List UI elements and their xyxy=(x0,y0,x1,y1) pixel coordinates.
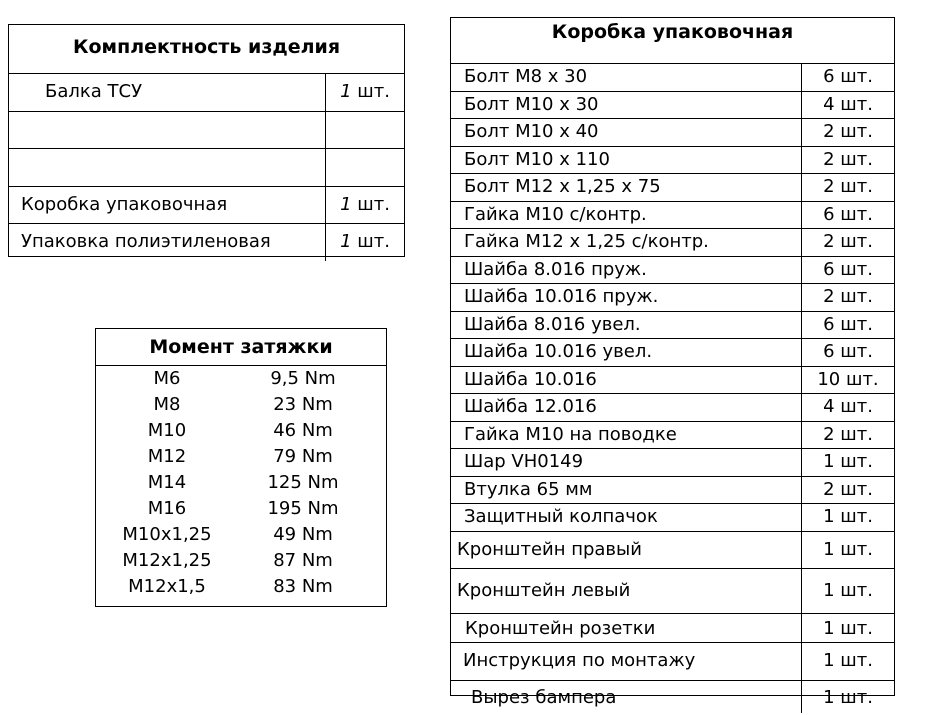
table-row xyxy=(451,532,894,570)
table-row xyxy=(96,496,386,522)
item-qty: 1 шт. xyxy=(340,81,390,102)
table-row xyxy=(451,257,894,285)
item-name: Защитный колпачок xyxy=(451,504,802,531)
item-name: Шайба 8.016 пруж. xyxy=(451,257,802,284)
item-name: Болт М10 х 30 xyxy=(451,92,802,119)
torque-value: 49 Nm xyxy=(273,524,333,545)
item-qty: 2 шт. xyxy=(823,286,873,307)
torque-value: 9,5 Nm xyxy=(270,368,336,389)
table-row xyxy=(451,284,894,312)
table-row xyxy=(96,418,386,444)
item-qty: 6 шт. xyxy=(823,203,873,225)
table-row xyxy=(451,339,894,367)
item-name: Гайка М10 с/контр. xyxy=(451,202,802,229)
table-row xyxy=(9,149,404,187)
bolt-size: M12 xyxy=(147,446,187,467)
item-qty: 1 шт. xyxy=(823,538,873,560)
table-row xyxy=(451,449,894,477)
item-qty: 10 шт. xyxy=(817,368,879,390)
item-name: Кронштейн розетки xyxy=(451,614,802,642)
bolt-size: M12x1,5 xyxy=(128,576,206,597)
torque-value: 83 Nm xyxy=(273,576,333,597)
table-row xyxy=(96,366,386,392)
item-name: Упаковка полиэтиленовая xyxy=(9,224,326,261)
item-qty: 1 шт. xyxy=(823,506,873,527)
completeness-title: Комплектность изделия xyxy=(9,25,404,74)
item-qty: 2 шт. xyxy=(823,148,873,170)
item-qty: 1 шт. xyxy=(340,231,390,252)
packing-box-table xyxy=(450,17,895,708)
table-row xyxy=(451,367,894,395)
item-qty: 6 шт. xyxy=(823,341,873,362)
item-name: Шайба 8.016 увел. xyxy=(451,312,802,339)
table-row xyxy=(96,574,386,600)
table-row xyxy=(96,470,386,496)
table-row xyxy=(96,522,386,548)
table-row xyxy=(451,119,894,147)
packing-box-title: Коробка упаковочная xyxy=(451,18,894,64)
bolt-size: M6 xyxy=(153,368,181,389)
item-qty: 6 шт. xyxy=(823,258,873,280)
bolt-size: M12x1,25 xyxy=(122,550,212,571)
torque-value: 195 Nm xyxy=(267,498,339,519)
item-name: Болт М10 х 40 xyxy=(451,119,802,146)
bolt-size: M10x1,25 xyxy=(122,524,212,545)
table-row xyxy=(9,74,404,112)
item-name: Втулка 65 мм xyxy=(451,477,802,504)
item-qty: 2 шт. xyxy=(823,423,873,445)
item-name: Шайба 10.016 увел. xyxy=(451,339,802,366)
table-row xyxy=(96,548,386,574)
item-qty: 2 шт. xyxy=(823,176,873,197)
table-row xyxy=(451,229,894,257)
item-qty: 1 шт. xyxy=(340,193,390,215)
torque-value: 79 Nm xyxy=(273,446,333,467)
table-row xyxy=(451,477,894,505)
table-row xyxy=(451,92,894,120)
item-qty: 1 шт. xyxy=(823,686,873,708)
torque-value: 125 Nm xyxy=(267,472,339,493)
table-row xyxy=(451,64,894,92)
item-qty xyxy=(326,112,404,149)
torque-table xyxy=(95,328,387,607)
item-qty: 2 шт. xyxy=(823,121,873,142)
item-name: Гайка М10 на поводке xyxy=(451,422,802,449)
item-name: Шайба 10.016 пруж. xyxy=(451,284,802,311)
item-qty: 1 шт. xyxy=(823,451,873,472)
torque-value: 23 Nm xyxy=(273,394,333,415)
table-row xyxy=(451,569,894,614)
table-row xyxy=(451,202,894,230)
item-name: Болт М12 х 1,25 х 75 xyxy=(451,174,802,201)
table-row xyxy=(96,392,386,418)
table-row xyxy=(451,174,894,202)
torque-value: 46 Nm xyxy=(273,420,333,441)
item-qty: 2 шт. xyxy=(823,231,873,252)
item-qty: 6 шт. xyxy=(823,66,873,87)
item-name: Инструкция по монтажу xyxy=(451,643,802,680)
item-name: Кронштейн левый xyxy=(451,569,802,613)
bolt-size: M16 xyxy=(147,498,187,519)
item-name: Коробка упаковочная xyxy=(9,187,326,224)
table-row xyxy=(451,643,894,681)
item-qty: 1 шт. xyxy=(823,580,873,601)
item-qty xyxy=(326,149,404,186)
item-name: Кронштейн правый xyxy=(451,532,802,569)
bolt-size: M14 xyxy=(147,472,187,493)
item-name: Вырез бампера xyxy=(451,681,802,713)
item-qty: 1 шт. xyxy=(823,650,873,671)
bolt-size: M10 xyxy=(147,420,187,441)
item-qty: 6 шт. xyxy=(823,313,873,335)
item-name: Шар VH0149 xyxy=(451,449,802,476)
table-row xyxy=(9,112,404,150)
item-name: Болт М10 х 110 xyxy=(451,147,802,174)
bolt-size: M8 xyxy=(153,394,181,415)
torque-value: 87 Nm xyxy=(273,550,333,571)
item-name: Шайба 10.016 xyxy=(451,367,802,394)
item-qty: 1 шт. xyxy=(823,618,873,639)
item-qty: 2 шт. xyxy=(823,478,873,500)
table-row xyxy=(9,187,404,225)
item-name: Балка ТСУ xyxy=(9,74,326,111)
table-row xyxy=(451,504,894,532)
table-row xyxy=(451,394,894,422)
item-name xyxy=(9,112,326,149)
torque-title: Момент затяжки xyxy=(96,329,386,366)
item-name xyxy=(9,149,326,186)
item-qty: 4 шт. xyxy=(823,396,873,417)
table-row xyxy=(96,444,386,470)
item-name: Шайба 12.016 xyxy=(451,394,802,421)
table-row xyxy=(451,422,894,450)
table-row xyxy=(9,224,404,261)
item-name: Гайка М12 х 1,25 с/контр. xyxy=(451,229,802,256)
item-name: Болт М8 х 30 xyxy=(451,64,802,91)
item-qty: 4 шт. xyxy=(823,93,873,115)
table-row xyxy=(451,614,894,643)
table-row xyxy=(451,147,894,175)
table-row xyxy=(451,312,894,340)
completeness-table xyxy=(8,24,405,257)
